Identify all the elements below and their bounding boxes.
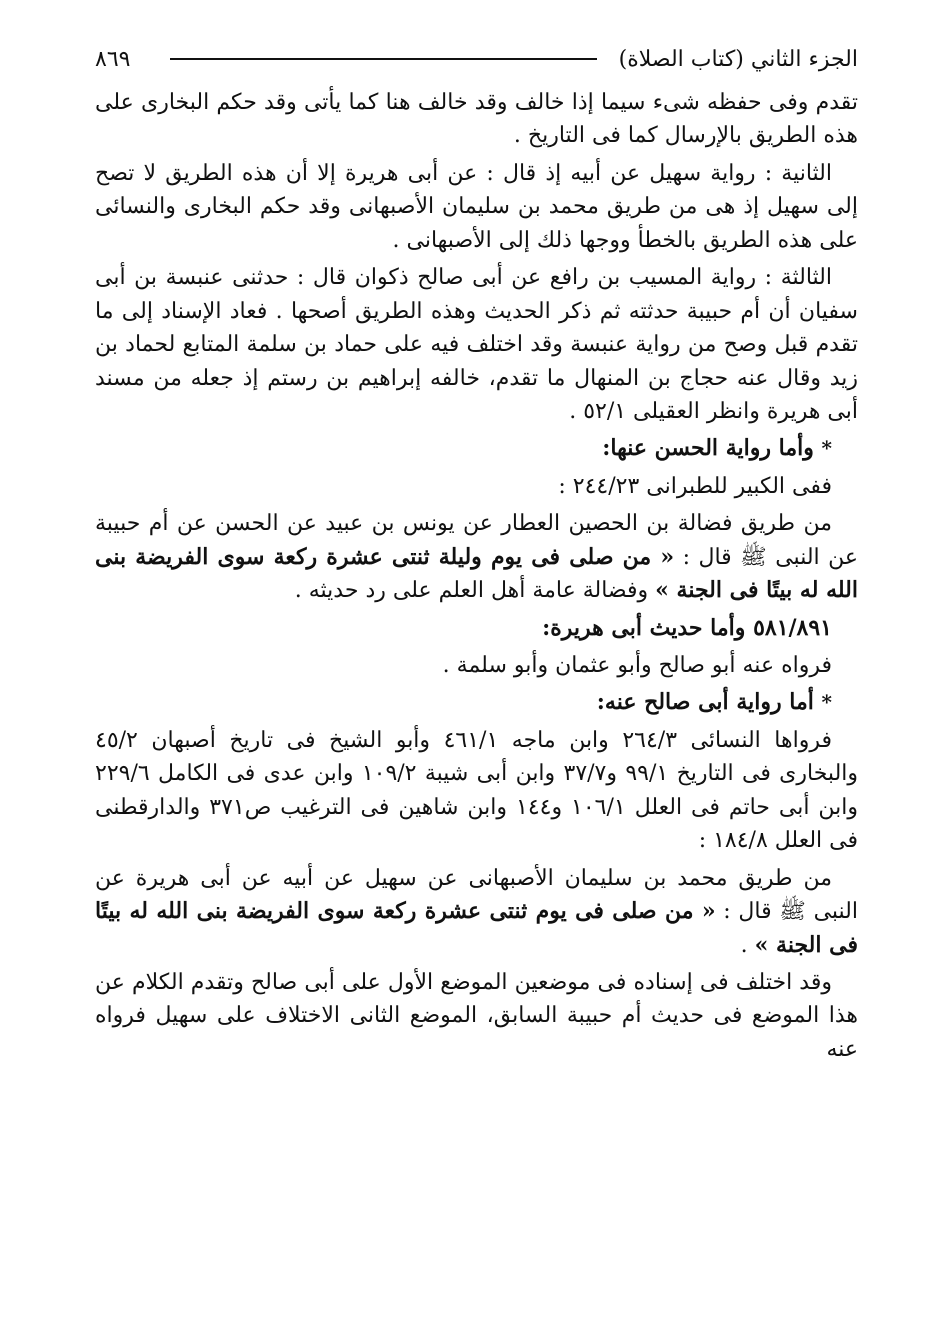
page-header <box>95 40 858 78</box>
heading-text: أما رواية أبى صالح عنه: <box>596 689 814 716</box>
star-marker: * <box>821 436 832 461</box>
running-title: الجزء الثاني (كتاب الصلاة) <box>618 46 858 72</box>
section-heading-abu-hurayra: ٥٨١/٨٩١ وأما حديث أبى هريرة: <box>542 614 832 641</box>
paragraph-2: الثانية : رواية سهيل عن أبيه إذ قال : عن أبى هريرة إلا أن هذه الطريق لا تصح إلى سهيل إذ هى من طريق محمد بن سليمان الأصبهانى وقد حكم البخارى والنسائى على هذه الطريق بالخطأ ووجها ذلك إلى الأصبهانى . <box>95 160 858 253</box>
text-run: . <box>740 932 748 958</box>
section-heading-hasan <box>95 432 858 465</box>
paragraph-6: فرواه عنه أبو صالح وأبو عثمان وأبو سلمة . <box>442 653 832 678</box>
text-run: وفضالة عامة أهل العلم على رد حديثه . <box>294 578 649 604</box>
text-run: من طريق فضالة بن الحصين العطار عن يونس بن عبيد عن الحسن عن أم حبيبة عن النبى ﷺ قال : <box>95 511 859 570</box>
paragraph-4: ففى الكبير للطبرانى ٢٤٤/٢٣ : <box>558 473 832 499</box>
paragraph-8 <box>95 862 858 962</box>
page-body <box>95 86 858 1066</box>
paragraph-9: وقد اختلف فى إسناده فى موضعين الموضع الأول على أبى صالح وتقدم الكلام عن هذا الموضع فى حديث أم حبيبة السابق، الموضع الثانى الاختلاف على سهيل فرواه عنه <box>95 969 858 1062</box>
star-marker: * <box>821 690 832 715</box>
paragraph-5 <box>95 507 858 607</box>
paragraph-3: الثالثة : رواية المسيب بن رافع عن أبى صالح ذكوان قال : حدثنى عنبسة بن أبى سفيان أن أم حبيبة حدثته ثم ذكر الحديث وهذه الطريق أصحها . فعاد الإسناد إلى ما تقدم قبل وصح من رواية عنبسة وقد اختلف فيه على حماد بن سلمة المتابع لحماد بن زيد وقال عنه حجاج بن المنهال ما تقدم، خالفه إبراهيم بن رستم إذ جعله من مسند أبى هريرة وانظر العقيلى ٥٢/١ . <box>95 265 859 424</box>
paragraph-1: تقدم وفى حفظه شىء سيما إذا خالف وقد خالف هنا كما يأتى وقد حكم البخارى على هذه الطريق بالإرسال كما فى التاريخ . <box>95 90 858 149</box>
header-rule <box>170 58 596 60</box>
section-heading-abu-salih <box>95 686 858 719</box>
heading-text: وأما رواية الحسن عنها: <box>602 435 814 462</box>
page-number: ٨٦٩ <box>95 46 131 72</box>
hadith-text: « من صلى فى يوم ثنتى عشرة ركعة سوى الفريضة بنى الله له بيتًا فى الجنة » <box>95 898 858 958</box>
text-run: من طريق محمد بن سليمان الأصبهانى عن سهيل عن أبيه عن أبى هريرة عن النبى ﷺ قال : <box>95 865 859 925</box>
paragraph-7: فرواها النسائى ٢٦٤/٣ وابن ماجه ٤٦١/١ وأبو الشيخ فى تاريخ أصبهان ٤٥/٢ والبخارى فى التاريخ ٩٩/١ و٣٧/٧ وابن أبى شيبة ١٠٩/٢ وابن عدى فى الكامل ٢٢٩/٦ وابن أبى حاتم فى العلل ١٠٦/١ و١٤٤ وابن شاهين فى الترغيب ص٣٧١ والدارقطنى فى العلل ١٨٤/٨ : <box>95 727 859 854</box>
hadith-text: « من صلى فى يوم وليلة ثنتى عشرة ركعة سوى الفريضة بنى الله له بيتًا فى الجنة » <box>95 543 858 604</box>
